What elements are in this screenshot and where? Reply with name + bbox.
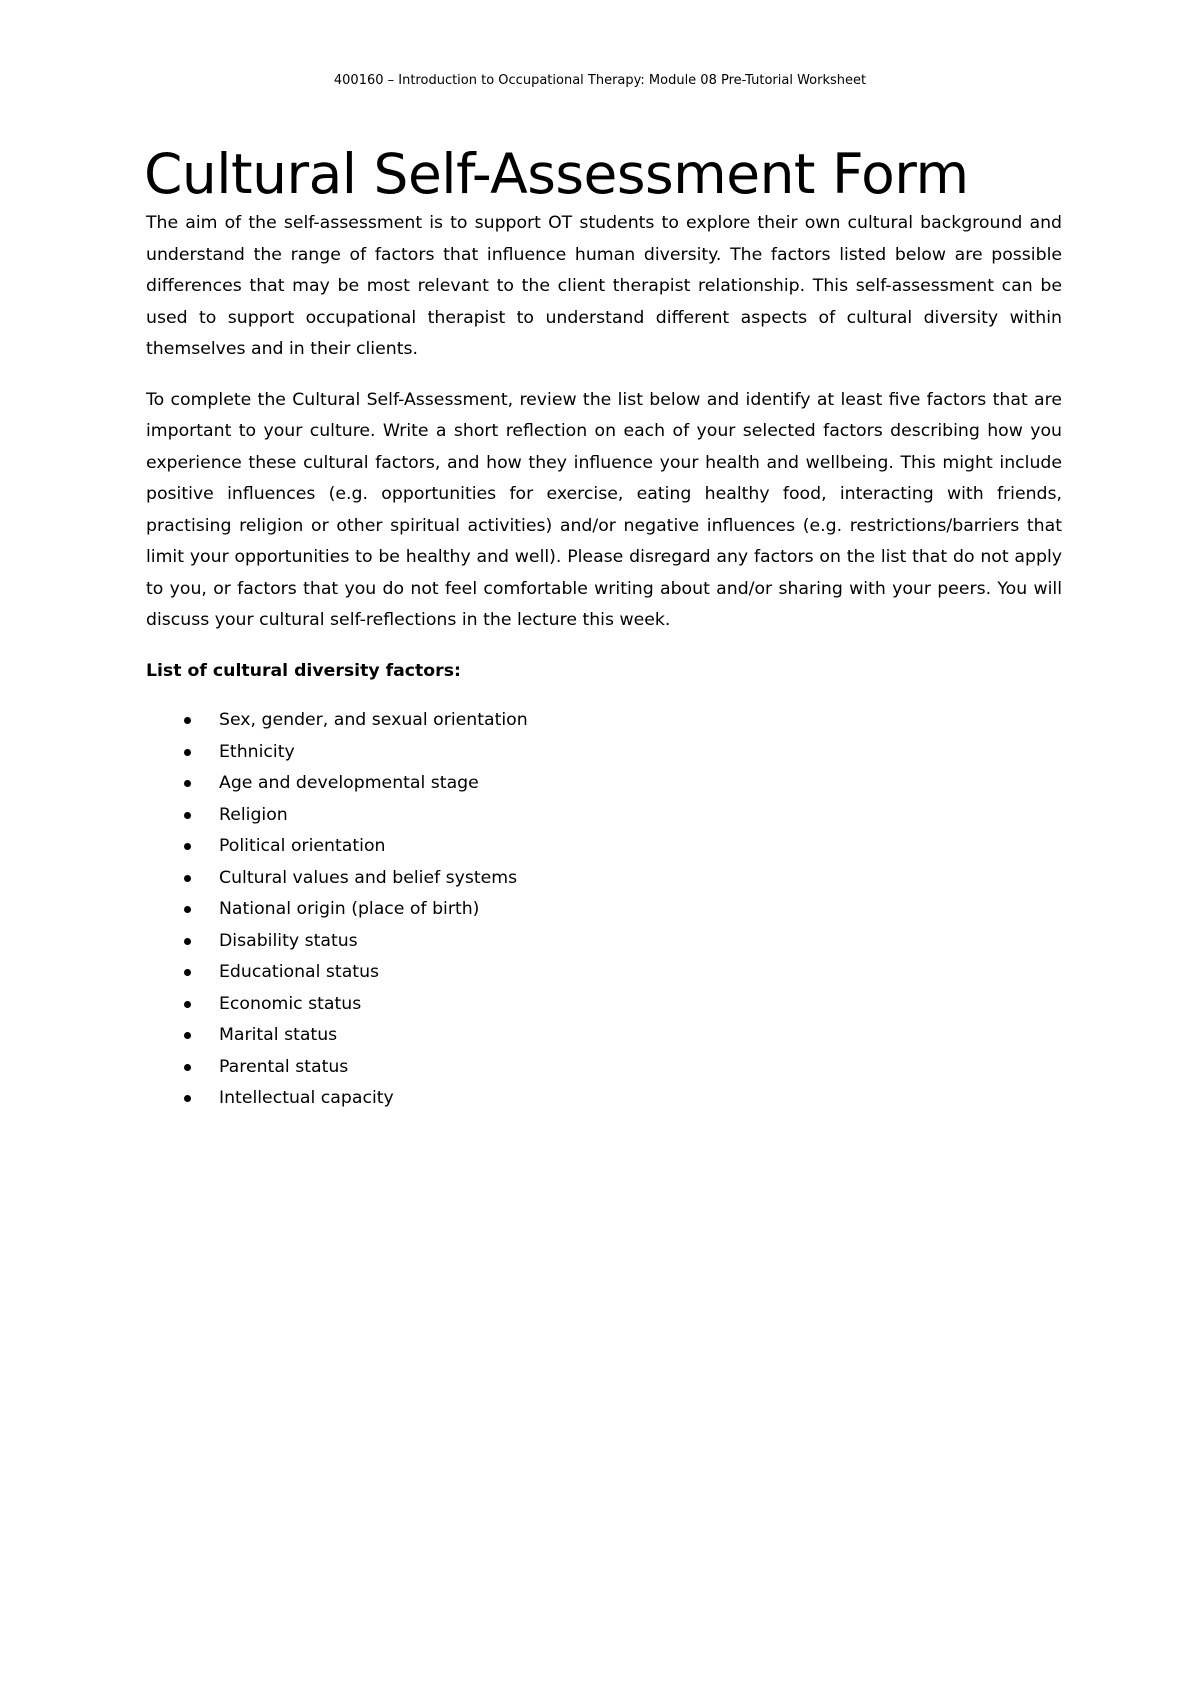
list-heading: List of cultural diversity factors:: [146, 660, 461, 681]
bullet-icon: [184, 843, 191, 850]
list-item-label: Parental status: [219, 1056, 349, 1077]
list-item-label: Economic status: [219, 993, 362, 1014]
bullet-icon: [184, 1032, 191, 1039]
document-body: [146, 140, 1062, 1115]
bullet-icon: [184, 969, 191, 976]
list-item: [146, 863, 1062, 895]
list-item: [146, 737, 1062, 769]
bullet-icon: [184, 1095, 191, 1102]
list-item: [146, 957, 1062, 989]
page-title: Cultural Self-Assessment Form: [144, 142, 969, 206]
bullet-icon: [184, 812, 191, 819]
bullet-icon: [184, 717, 191, 724]
list-item: [146, 1020, 1062, 1052]
bullet-icon: [184, 1064, 191, 1071]
list-item-label: Political orientation: [219, 836, 386, 856]
intro-paragraph: The aim of the self-assessment is to support OT students to explore their own cultural background and understand the range of factors that influence human diversity. The factors listed below are possible differences that may be most relevant to the client therapist relationship. This self-assessment can be used to support occupational therapist to understand different aspects of cultural diversity within themselves and in their clients.: [146, 213, 1062, 359]
list-item-label: Educational status: [219, 962, 380, 982]
list-item-label: National origin (place of birth): [219, 899, 480, 919]
list-item: [146, 800, 1062, 832]
list-item: [146, 768, 1062, 800]
list-item-label: Cultural values and belief systems: [219, 867, 518, 888]
bullet-icon: [184, 780, 191, 787]
list-item-label: Disability status: [219, 930, 358, 951]
bullet-icon: [184, 1001, 191, 1008]
list-item-label: Ethnicity: [219, 741, 295, 762]
list-item: [146, 1083, 1062, 1115]
list-item: [146, 894, 1062, 926]
list-item: [146, 1052, 1062, 1084]
list-item: [146, 926, 1062, 958]
bullet-icon: [184, 875, 191, 882]
list-item: [146, 989, 1062, 1021]
list-item: [146, 831, 1062, 863]
bullet-icon: [184, 938, 191, 945]
list-item-label: Marital status: [219, 1025, 338, 1045]
bullet-icon: [184, 906, 191, 913]
list-item-label: Age and developmental stage: [219, 773, 479, 793]
list-item-label: Religion: [219, 804, 288, 825]
bullet-icon: [184, 749, 191, 756]
running-header: 400160 – Introduction to Occupational Therapy: Module 08 Pre-Tutorial Worksheet: [333, 73, 867, 88]
factor-list: [146, 705, 1062, 1115]
list-item-label: Intellectual capacity: [219, 1088, 394, 1108]
list-item: [146, 705, 1062, 737]
list-item-label: Sex, gender, and sexual orientation: [219, 710, 528, 730]
instructions-paragraph: To complete the Cultural Self-Assessment, review the list below and identify at least five factors that are important to your culture. Write a short reflection on each of your selected factors describing how you experience these cultural factors, and how they influence your health and wellbeing. This might include positive influences (e.g. opportunities for exercise, eating healthy food, interacting with friends, practising religion or other spiritual activities) and/or negative influences (e.g. restrictions/barriers that limit your opportunities to be healthy and well). Please disregard any factors on the list that do not apply to you, or factors that you do not feel comfortable writing about and/or sharing with your peers. You will discuss your cultural self-reflections in the lecture this week.: [146, 389, 1062, 630]
